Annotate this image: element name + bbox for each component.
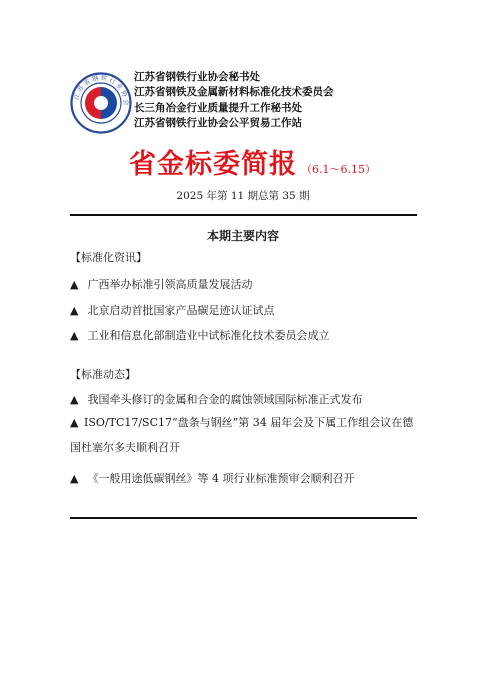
triangle-bullet-icon: ▲ xyxy=(70,278,79,291)
bulletin-title-row xyxy=(129,142,376,181)
contents-item-text: 工业和信息化部制造业中试标准化技术委员会成立 xyxy=(87,329,330,342)
contents-item-text: 北京启动首批国家产品碳足迹认证试点 xyxy=(87,304,275,317)
contents-item[interactable] xyxy=(70,410,420,460)
triangle-bullet-icon: ▲ xyxy=(70,304,79,317)
triangle-bullet-icon: ▲ xyxy=(70,472,79,485)
contents-item[interactable] xyxy=(70,391,363,407)
triangle-bullet-icon: ▲ xyxy=(70,416,79,429)
contents-item-text: 我国牵头修订的金属和合金的腐蚀领域国际标准正式发布 xyxy=(87,393,363,406)
section-label: 【标准化资讯】 xyxy=(70,251,147,264)
contents-item[interactable] xyxy=(70,470,355,486)
organization-name: 江苏省钢铁行业协会秘书处 xyxy=(134,71,260,83)
association-logo-icon xyxy=(70,72,132,134)
contents-item[interactable] xyxy=(70,327,330,343)
contents-item-text: 广西举办标准引领高质量发展活动 xyxy=(87,278,253,291)
top-divider xyxy=(70,214,417,216)
contents-item-text: 《一般用途低碳钢丝》等 4 项行业标准预审会顺利召开 xyxy=(87,472,355,485)
issue-line: 2025 年第 11 期总第 35 期 xyxy=(176,190,310,202)
date-range: （6.1～6.15） xyxy=(301,163,376,176)
contents-heading: 本期主要内容 xyxy=(206,229,279,243)
triangle-bullet-icon: ▲ xyxy=(70,329,79,342)
contents-item[interactable] xyxy=(70,276,253,292)
issuing-organizations xyxy=(134,70,334,131)
triangle-bullet-icon: ▲ xyxy=(70,393,79,406)
bulletin-title: 省金标委简报 xyxy=(129,149,297,180)
contents-item[interactable] xyxy=(70,302,275,318)
organization-name: 长三角冶金行业质量提升工作秘书处 xyxy=(134,101,302,114)
organization-name: 江苏省钢铁行业协会公平贸易工作站 xyxy=(134,116,302,129)
bottom-divider xyxy=(70,517,417,519)
contents-item-text: ISO/TC17/SC17“盘条与钢丝”第 34 届年会及下属工作组会议在德国杜塞尔多夫顺利召开 xyxy=(70,416,414,454)
section-label: 【标准动态】 xyxy=(70,368,136,381)
svg-text:江 苏 省 钢 铁 行 业 协 会: 江 苏 省 钢 铁 行 业 协 会 xyxy=(73,74,130,106)
organization-name: 江苏省钢铁及金属新材料标准化技术委员会 xyxy=(134,86,334,99)
